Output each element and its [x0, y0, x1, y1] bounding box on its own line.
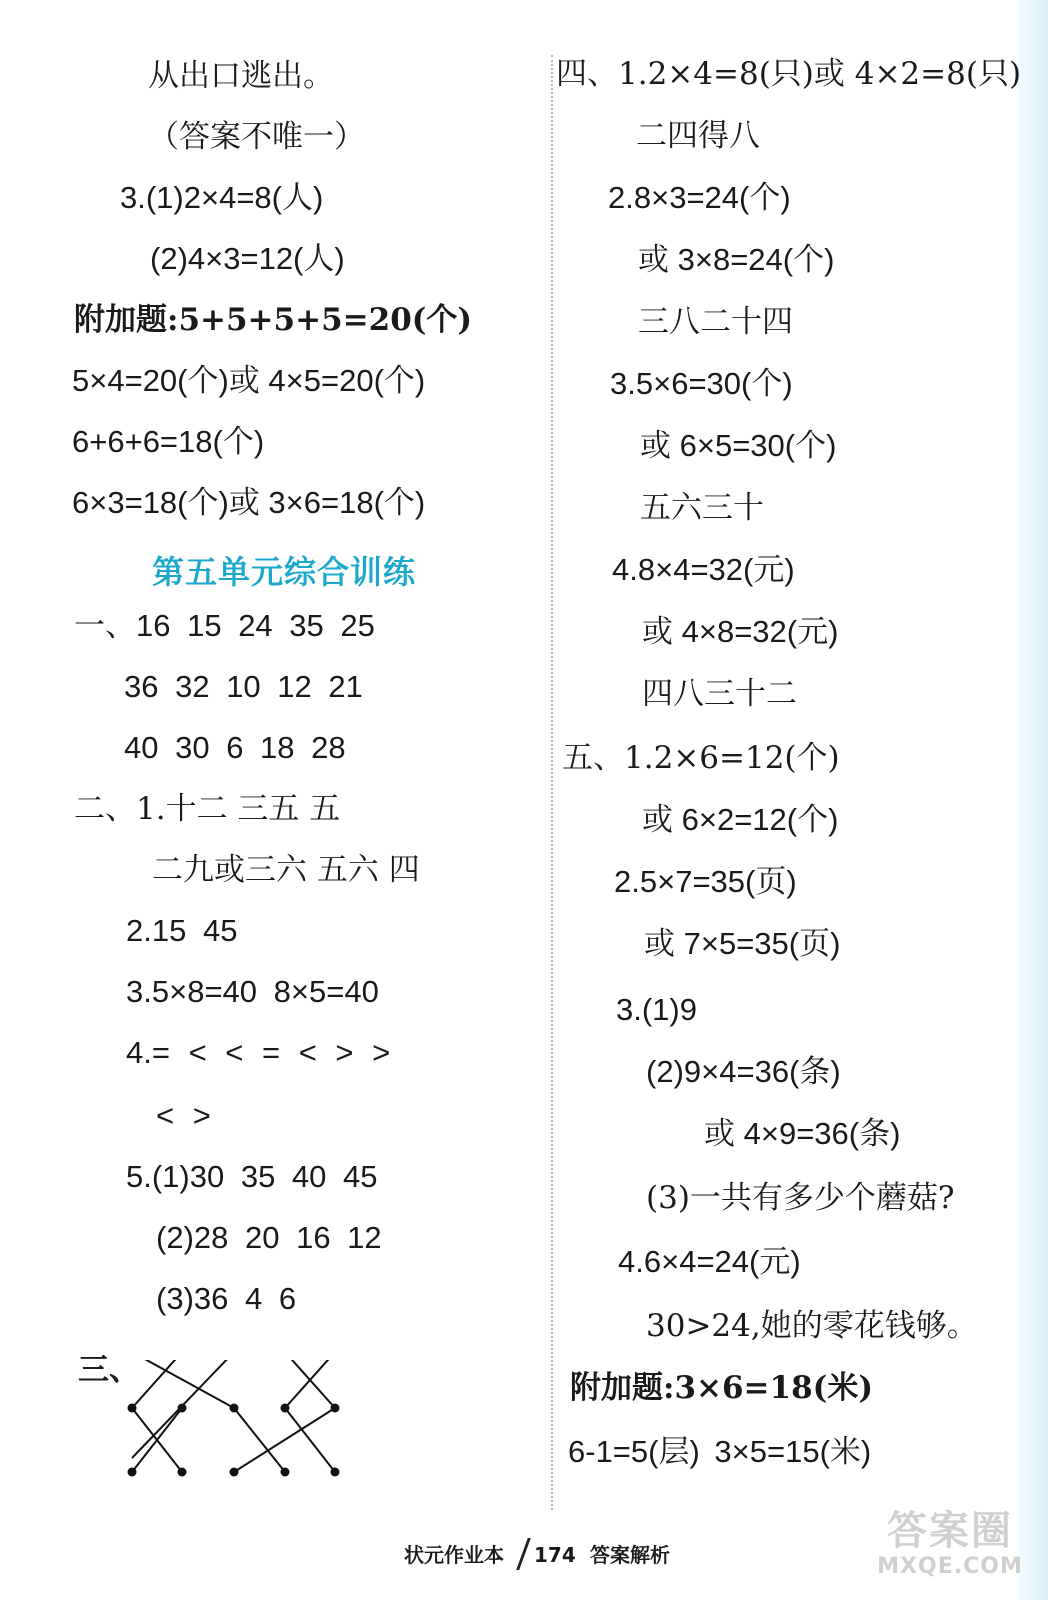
right-line-2: 二四得八: [636, 118, 760, 154]
s1-row-1: 一、16 15 24 35 25: [74, 608, 375, 643]
left-line-2: （答案不唯一）: [148, 119, 365, 155]
right-line-20: 4.6×4=24(元): [618, 1244, 801, 1279]
left-line-6: 5×4=20(个)或 4×5=20(个): [72, 363, 426, 398]
footer-section: 答案解析: [590, 1543, 670, 1567]
right-line-3: 2.8×3=24(个): [608, 180, 791, 215]
right-line-9: 4.8×4=32(元): [612, 552, 795, 587]
right-line-1: 四、1.2×4=8(只)或 4×2=8(只): [556, 56, 1022, 92]
right-line-16: 3.(1)9: [616, 992, 697, 1027]
right-line-7: 或 6×5=30(个): [640, 428, 837, 463]
right-line-8: 五六三十: [640, 490, 764, 526]
right-line-15: 或 7×5=35(页): [644, 926, 841, 961]
match-dot: [128, 1404, 137, 1413]
s2-item-5b: (2)28 20 16 12: [156, 1220, 382, 1255]
s2-item-3: 3.5×8=40 8×5=40: [126, 974, 379, 1009]
right-line-19: (3)一共有多少个蘑菇?: [646, 1180, 955, 1216]
s2-item-5a: 5.(1)30 35 40 45: [126, 1159, 378, 1194]
right-line-6: 3.5×6=30(个): [610, 366, 793, 401]
left-line-1: 从出口逃出。: [148, 58, 334, 94]
s2-item-4a: 4.= < < = < > >: [126, 1035, 391, 1070]
right-line-22: 附加题:3×6=18(米): [570, 1370, 874, 1406]
left-line-8: 6×3=18(个)或 3×6=18(个): [72, 485, 426, 520]
s1-row-3: 40 30 6 18 28: [124, 730, 346, 765]
watermark-text: 答案圈: [887, 1508, 1013, 1554]
footer-slash: [516, 1538, 531, 1570]
right-line-23: 6-1=5(层) 3×5=15(米): [568, 1434, 872, 1469]
watermark-logo: [870, 1508, 1030, 1596]
left-line-7: 6+6+6=18(个): [72, 424, 265, 459]
match-dot: [230, 1404, 239, 1413]
page-edge-tint: [1018, 0, 1048, 1600]
section-heading: 第五单元综合训练: [152, 553, 417, 591]
footer-page-number: 174: [534, 1543, 576, 1567]
match-dot: [128, 1468, 137, 1477]
s2-item-5c: (3)36 4 6: [156, 1281, 297, 1316]
right-line-11: 四八三十二: [642, 676, 797, 712]
right-line-4: 或 3×8=24(个): [638, 242, 835, 277]
s2-item-4b: < >: [156, 1098, 211, 1133]
left-line-5: 附加题:5+5+5+5=20(个): [74, 302, 473, 338]
column-divider: [551, 55, 553, 1510]
match-dot: [178, 1404, 187, 1413]
match-dot: [331, 1468, 340, 1477]
match-dot: [281, 1468, 290, 1477]
s2-item-1a: 二、1.十二 三五 五: [74, 791, 341, 827]
right-line-18: 或 4×9=36(条): [704, 1116, 901, 1151]
match-dot: [331, 1404, 340, 1413]
footer-book-title: 状元作业本: [404, 1543, 504, 1567]
match-dot: [230, 1468, 239, 1477]
s3-label: 三、: [78, 1352, 140, 1388]
watermark-url: MXQE.COM: [877, 1554, 1023, 1579]
left-line-3: 3.(1)2×4=8(人): [120, 180, 324, 215]
right-line-14: 2.5×7=35(页): [614, 864, 797, 899]
right-line-17: (2)9×4=36(条): [646, 1054, 841, 1089]
match-dot: [178, 1468, 187, 1477]
right-line-5: 三八二十四: [638, 304, 793, 340]
right-line-12: 五、1.2×6=12(个): [562, 740, 840, 776]
matching-lines-diagram: [120, 1360, 370, 1500]
right-line-21: 30>24,她的零花钱够。: [646, 1308, 978, 1344]
right-line-13: 或 6×2=12(个): [642, 802, 839, 837]
s2-item-2: 2.15 45: [126, 913, 238, 948]
s2-item-1b: 二九或三六 五六 四: [152, 852, 420, 888]
s1-row-2: 36 32 10 12 21: [124, 669, 363, 704]
left-line-4: (2)4×3=12(人): [150, 241, 345, 276]
match-dot: [281, 1404, 290, 1413]
right-line-10: 或 4×8=32(元): [642, 614, 839, 649]
